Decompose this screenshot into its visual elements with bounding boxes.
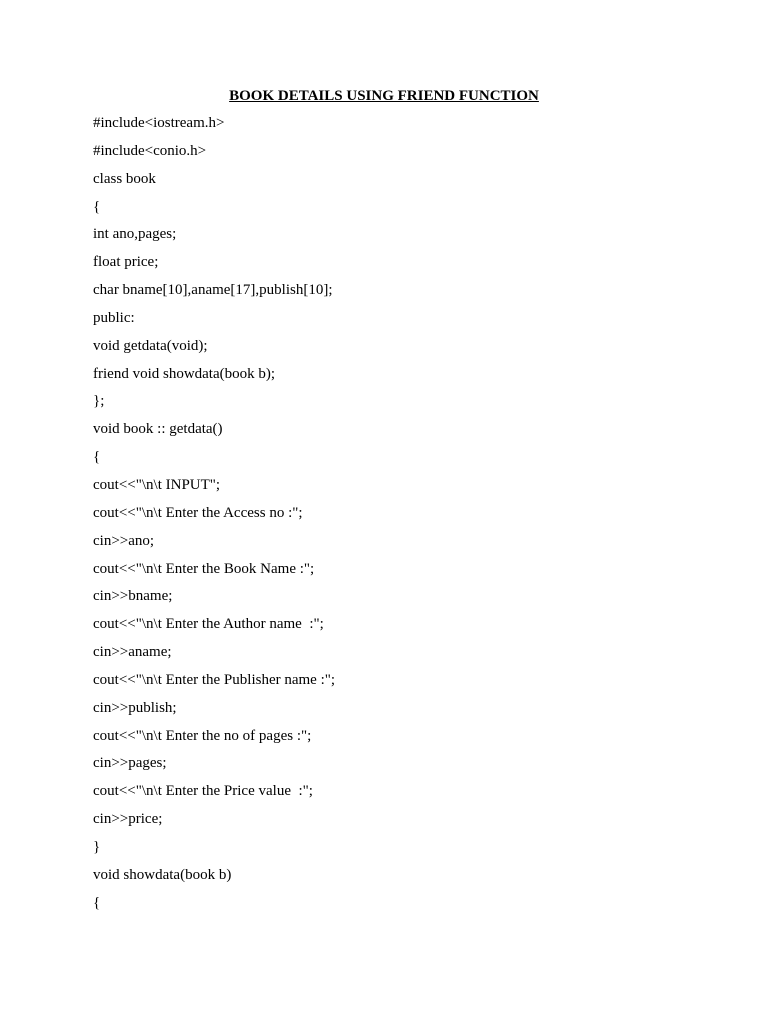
- code-line: cin>>ano;: [93, 532, 155, 549]
- code-line: cin>>aname;: [93, 644, 172, 661]
- code-line: friend void showdata(book b);: [93, 365, 276, 382]
- code-line: cin>>bname;: [93, 588, 173, 605]
- code-line: }: [93, 838, 101, 855]
- code-line: {: [93, 198, 101, 215]
- code-line: cout<<"\n\t Enter the Book Name :";: [93, 560, 315, 577]
- code-line: int ano,pages;: [93, 226, 177, 243]
- code-line: void getdata(void);: [93, 337, 208, 354]
- code-line: cout<<"\n\t Enter the Author name :";: [93, 616, 324, 633]
- code-line: void book :: getdata(): [93, 421, 223, 438]
- code-line: cout<<"\n\t Enter the Price value :";: [93, 783, 313, 800]
- code-line: void showdata(book b): [93, 866, 232, 883]
- code-line: cin>>pages;: [93, 755, 167, 772]
- code-line: char bname[10],aname[17],publish[10];: [93, 282, 333, 299]
- code-line: cout<<"\n\t Enter the Publisher name :";: [93, 671, 336, 688]
- code-line: {: [93, 894, 101, 911]
- code-line: float price;: [93, 254, 159, 271]
- code-line: cout<<"\n\t INPUT";: [93, 476, 221, 493]
- code-line: };: [93, 393, 105, 410]
- code-line: cin>>publish;: [93, 699, 177, 716]
- code-line: {: [93, 449, 101, 466]
- code-line: class book: [93, 170, 156, 187]
- code-listing: [93, 113, 335, 920]
- code-line: #include<conio.h>: [93, 142, 207, 159]
- code-line: cout<<"\n\t Enter the Access no :";: [93, 504, 303, 521]
- code-line: cout<<"\n\t Enter the no of pages :";: [93, 727, 312, 744]
- document-title: BOOK DETAILS USING FRIEND FUNCTION: [229, 88, 539, 104]
- code-line: cin>>price;: [93, 811, 163, 828]
- code-line: #include<iostream.h>: [93, 115, 225, 131]
- code-line: public:: [93, 309, 135, 326]
